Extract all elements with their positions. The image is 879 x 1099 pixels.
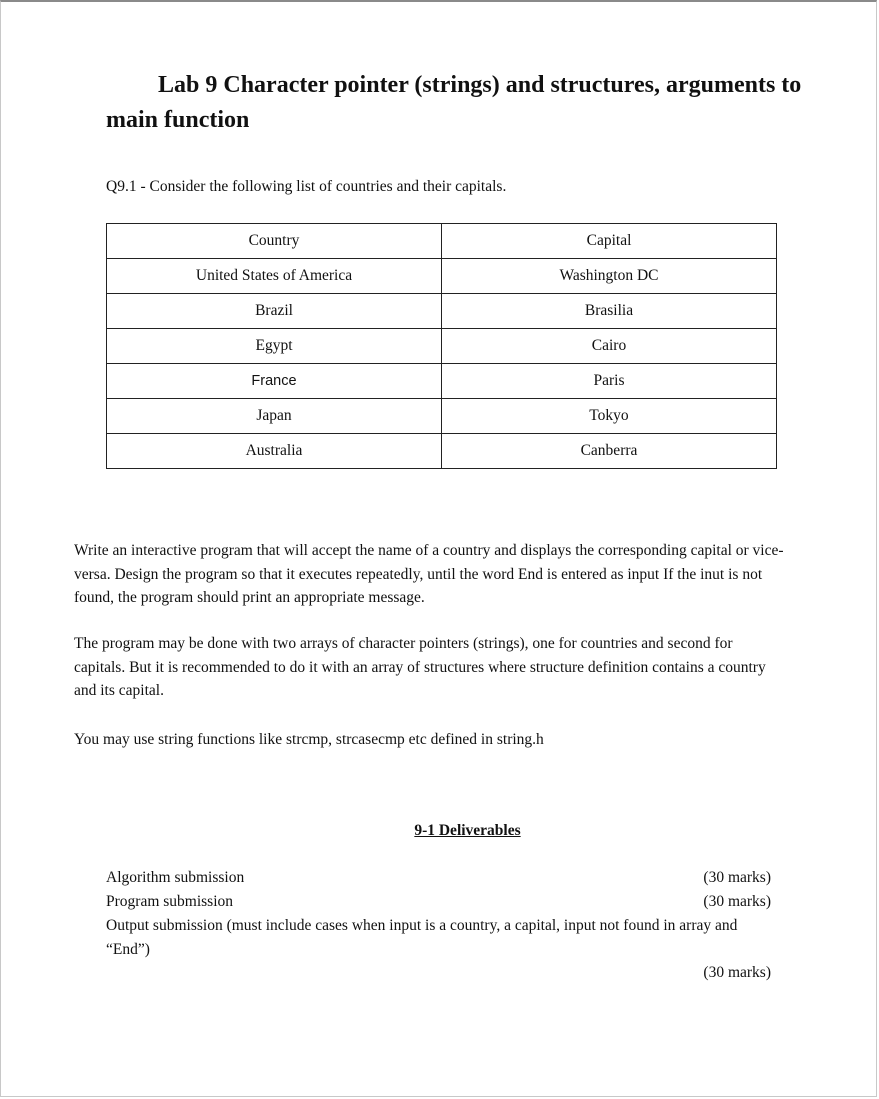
capital-cell: Brasilia xyxy=(442,294,777,329)
header-country: Country xyxy=(107,224,442,259)
header-capital: Capital xyxy=(442,224,777,259)
paragraph-program-description: Write an interactive program that will accept the name of a country and displays the corresponding capital or vice-versa. Design the program so that it executes repeatedly, until the word End is entered as input If the inut is not found, the program should print an appropriate message. xyxy=(74,542,784,606)
table-row xyxy=(107,259,777,294)
table-header-row xyxy=(107,224,777,259)
country-cell: Egypt xyxy=(107,329,442,364)
capital-cell: Washington DC xyxy=(442,259,777,294)
capital-cell: Canberra xyxy=(442,434,777,469)
deliverable-marks: (30 marks) xyxy=(703,964,771,981)
deliverable-label: Output submission (must include cases when input is a country, a capital, input not found in array and “End”) xyxy=(106,917,738,958)
deliverable-label: Program submission xyxy=(106,893,234,910)
country-cell: Brazil xyxy=(107,294,442,329)
table-row xyxy=(107,399,777,434)
country-cell: United States of America xyxy=(107,259,442,294)
table-row xyxy=(107,434,777,469)
question-text: Q9.1 - Consider the following list of countries and their capitals. xyxy=(106,178,507,195)
deliverable-item xyxy=(106,890,771,914)
paragraph-implementation-hint: The program may be done with two arrays of character pointers (strings), one for countries and second for capitals. But it is recommended to do it with an array of structures where structure definition contains a country and its capital. xyxy=(74,635,766,699)
deliverable-marks: (30 marks) xyxy=(703,893,771,910)
capital-cell: Tokyo xyxy=(442,399,777,434)
paragraph-string-functions: You may use string functions like strcmp, strcasecmp etc defined in string.h xyxy=(74,731,544,748)
table-row xyxy=(107,329,777,364)
deliverable-label: Algorithm submission xyxy=(106,869,245,886)
page-title: Lab 9 Character pointer (strings) and structures, arguments to main function xyxy=(106,72,802,133)
deliverable-marks: (30 marks) xyxy=(703,869,771,886)
deliverable-item xyxy=(106,914,771,985)
countries-table xyxy=(106,223,777,469)
country-cell: Japan xyxy=(107,399,442,434)
table-row xyxy=(107,364,777,399)
country-cell: France xyxy=(107,364,442,399)
deliverable-item xyxy=(106,866,771,890)
table-row xyxy=(107,294,777,329)
capital-cell: Paris xyxy=(442,364,777,399)
deliverables-heading: 9-1 Deliverables xyxy=(414,822,521,839)
capital-cell: Cairo xyxy=(442,329,777,364)
country-cell: Australia xyxy=(107,434,442,469)
